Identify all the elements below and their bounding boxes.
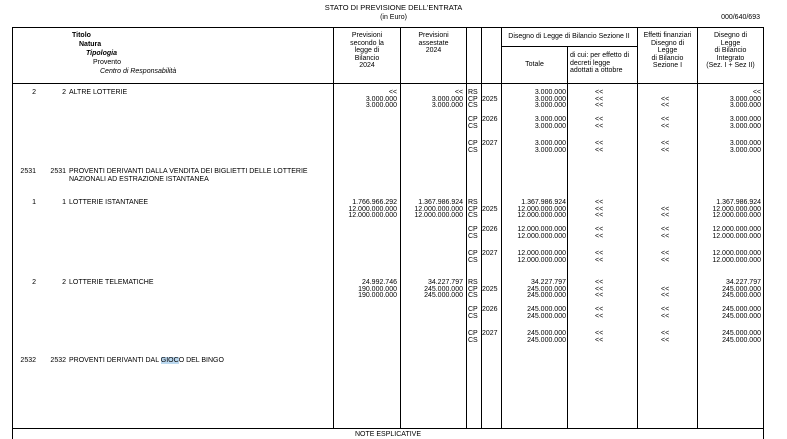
previsione-assestata-value: 3.000.000 xyxy=(431,95,463,103)
header-provento: Provento xyxy=(93,59,122,66)
previsione-assestata-value: 34.227.797 xyxy=(427,279,463,286)
totale-value: 245.000.000 xyxy=(527,336,566,344)
previsione-assestata-value: 245.000.000 xyxy=(424,285,463,293)
effetti-value: << xyxy=(661,140,670,147)
note-top-border xyxy=(12,428,764,429)
totale-value: 12.000.000.000 xyxy=(517,226,566,233)
effetti-value: << xyxy=(661,102,670,110)
integrato-value: << xyxy=(752,89,761,96)
row-title xyxy=(69,357,224,365)
header-disegno-group: Disegno di Legge di Bilancio Sezione II xyxy=(508,33,630,40)
row-kind: CS xyxy=(468,292,478,300)
totale-value: 3.000.000 xyxy=(534,122,566,130)
title-part: O DEL BINGO xyxy=(178,357,224,364)
di-cui-value: << xyxy=(595,140,604,147)
integrato-value: 3.000.000 xyxy=(729,95,761,103)
di-cui-value: << xyxy=(595,292,604,300)
integrato-value: 12.000.000.000 xyxy=(712,256,761,264)
integrato-value: 3.000.000 xyxy=(729,116,761,123)
integrato-value: 12.000.000.000 xyxy=(712,212,761,220)
di-cui-value: << xyxy=(595,89,604,96)
title-part: PROVENTI DERIVANTI DAL xyxy=(69,357,161,364)
row-kind: CS xyxy=(468,312,478,320)
table-right-border xyxy=(763,27,764,439)
selected-text: GIOC xyxy=(160,357,179,364)
document-code: 000/640/693 xyxy=(721,14,760,21)
year-label: 2027 xyxy=(482,330,498,337)
row-kind: CP xyxy=(468,140,478,147)
previsione-assestata-value: 12.000.000.000 xyxy=(414,212,463,220)
di-cui-value: << xyxy=(595,279,604,286)
row-kind: RS xyxy=(468,199,478,206)
year-label: 2027 xyxy=(482,250,498,257)
year-label: 2026 xyxy=(482,116,498,123)
di-cui-value: << xyxy=(595,285,604,293)
row-code: 2531 xyxy=(50,168,66,175)
effetti-value: << xyxy=(661,95,670,103)
row-kind: RS xyxy=(468,279,478,286)
effetti-value: << xyxy=(661,122,670,130)
previsione-legge-value: 24.992.746 xyxy=(361,279,397,286)
effetti-value: << xyxy=(661,205,670,213)
row-title: LOTTERIE ISTANTANEE xyxy=(69,199,149,206)
totale-value: 3.000.000 xyxy=(534,102,566,110)
row-kind: CS xyxy=(468,212,478,220)
row-kind: CP xyxy=(468,205,478,213)
row-title: LOTTERIE TELEMATICHE xyxy=(69,279,154,286)
row-kind: CP xyxy=(468,285,478,293)
row-code: 2 xyxy=(32,89,36,96)
di-cui-value: << xyxy=(595,232,604,240)
integrato-value: 245.000.000 xyxy=(722,306,761,313)
row-code: 1 xyxy=(32,199,36,206)
integrato-value: 3.000.000 xyxy=(729,102,761,110)
effetti-value: << xyxy=(661,212,670,220)
totale-value: 245.000.000 xyxy=(527,306,566,313)
di-cui-value: << xyxy=(595,146,604,154)
totale-value: 34.227.797 xyxy=(530,279,566,286)
header-integrato: Disegno di Legge di Bilancio Integrato (Sez. I + Sez II) xyxy=(706,32,755,69)
row-kind: CS xyxy=(468,232,478,240)
integrato-value: 12.000.000.000 xyxy=(712,205,761,213)
row-title: NAZIONALI AD ESTRAZIONE ISTANTANEA xyxy=(69,176,209,183)
totale-value: 12.000.000.000 xyxy=(517,205,566,213)
effetti-value: << xyxy=(661,292,670,300)
integrato-value: 3.000.000 xyxy=(729,122,761,130)
table-header-bottom-border xyxy=(12,83,764,84)
totale-value: 3.000.000 xyxy=(534,116,566,123)
totale-value: 245.000.000 xyxy=(527,330,566,337)
row-title: PROVENTI DERIVANTI DALLA VENDITA DEI BIGLIETTI DELLE LOTTERIE xyxy=(69,168,308,175)
row-kind: CP xyxy=(468,226,478,233)
integrato-value: 245.000.000 xyxy=(722,336,761,344)
di-cui-value: << xyxy=(595,226,604,233)
integrato-value: 12.000.000.000 xyxy=(712,250,761,257)
row-kind: RS xyxy=(468,89,478,96)
header-natura: Natura xyxy=(79,41,102,48)
note-esplicative: NOTE ESPLICATIVE xyxy=(355,431,421,438)
di-cui-value: << xyxy=(595,336,604,344)
effetti-value: << xyxy=(661,116,670,123)
effetti-value: << xyxy=(661,232,670,240)
row-kind: CP xyxy=(468,306,478,313)
year-label: 2025 xyxy=(482,95,498,103)
year-label: 2026 xyxy=(482,226,498,233)
totale-value: 3.000.000 xyxy=(534,140,566,147)
effetti-value: << xyxy=(661,306,670,313)
previsione-legge-value: 12.000.000.000 xyxy=(348,212,397,220)
row-kind: CS xyxy=(468,146,478,154)
di-cui-value: << xyxy=(595,330,604,337)
di-cui-value: << xyxy=(595,116,604,123)
previsione-legge-value: 3.000.000 xyxy=(365,102,397,110)
effetti-value: << xyxy=(661,330,670,337)
row-kind: CS xyxy=(468,122,478,130)
previsione-assestata-value: 12.000.000.000 xyxy=(414,205,463,213)
year-label: 2027 xyxy=(482,140,498,147)
di-cui-value: << xyxy=(595,306,604,313)
col-divider xyxy=(400,27,401,428)
disegno-group-underline xyxy=(501,46,637,47)
row-kind: CS xyxy=(468,256,478,264)
integrato-value: 12.000.000.000 xyxy=(712,226,761,233)
di-cui-value: << xyxy=(595,102,604,110)
col-divider xyxy=(333,27,334,428)
totale-value: 3.000.000 xyxy=(534,146,566,154)
col-divider xyxy=(567,46,568,428)
previsione-assestata-value: 1.367.986.924 xyxy=(418,199,463,206)
col-divider xyxy=(637,27,638,428)
document-subtitle: (in Euro) xyxy=(380,14,407,21)
integrato-value: 12.000.000.000 xyxy=(712,232,761,240)
year-label: 2026 xyxy=(482,306,498,313)
di-cui-value: << xyxy=(595,95,604,103)
row-kind: CP xyxy=(468,250,478,257)
previsione-legge-value: 190.000.000 xyxy=(358,292,397,300)
header-tipologia: Tipologia xyxy=(86,50,117,57)
integrato-value: 245.000.000 xyxy=(722,312,761,320)
di-cui-value: << xyxy=(595,212,604,220)
totale-value: 245.000.000 xyxy=(527,285,566,293)
integrato-value: 3.000.000 xyxy=(729,140,761,147)
header-previsioni-legge: Previsioni secondo la legge di Bilancio 2024 xyxy=(350,32,384,69)
integrato-value: 34.227.797 xyxy=(725,279,761,286)
integrato-value: 1.367.986.924 xyxy=(716,199,761,206)
year-label: 2025 xyxy=(482,285,498,293)
totale-value: 1.367.986.924 xyxy=(521,199,566,206)
row-code: 1 xyxy=(62,199,66,206)
header-totale: Totale xyxy=(525,61,544,68)
integrato-value: 245.000.000 xyxy=(722,285,761,293)
effetti-value: << xyxy=(661,336,670,344)
header-di-cui: di cui: per effetto di decreti legge adottati a ottobre xyxy=(570,52,630,74)
totale-value: 12.000.000.000 xyxy=(517,212,566,220)
previsione-legge-value: 12.000.000.000 xyxy=(348,205,397,213)
di-cui-value: << xyxy=(595,205,604,213)
row-kind: CS xyxy=(468,102,478,110)
row-code: 2 xyxy=(62,279,66,286)
previsione-legge-value: 3.000.000 xyxy=(365,95,397,103)
row-kind: CP xyxy=(468,116,478,123)
di-cui-value: << xyxy=(595,256,604,264)
previsione-legge-value: 1.766.966.292 xyxy=(352,199,397,206)
previsione-legge-value: 190.000.000 xyxy=(358,285,397,293)
row-title: ALTRE LOTTERIE xyxy=(69,89,128,96)
totale-value: 245.000.000 xyxy=(527,292,566,300)
row-code: 2531 xyxy=(20,168,36,175)
effetti-value: << xyxy=(661,285,670,293)
effetti-value: << xyxy=(661,312,670,320)
totale-value: 12.000.000.000 xyxy=(517,250,566,257)
effetti-value: << xyxy=(661,256,670,264)
effetti-value: << xyxy=(661,146,670,154)
table-top-border xyxy=(12,27,764,28)
effetti-value: << xyxy=(661,226,670,233)
header-centro: Centro di Responsabilità xyxy=(100,68,177,75)
integrato-value: 245.000.000 xyxy=(722,330,761,337)
col-divider xyxy=(466,27,467,428)
totale-value: 245.000.000 xyxy=(527,312,566,320)
effetti-value: << xyxy=(661,250,670,257)
previsione-assestata-value: << xyxy=(454,89,463,96)
di-cui-value: << xyxy=(595,199,604,206)
row-code: 2 xyxy=(32,279,36,286)
di-cui-value: << xyxy=(595,312,604,320)
previsione-assestata-value: 3.000.000 xyxy=(431,102,463,110)
di-cui-value: << xyxy=(595,250,604,257)
year-label: 2025 xyxy=(482,205,498,213)
header-titolo: Titolo xyxy=(72,32,91,39)
previsione-assestata-value: 245.000.000 xyxy=(424,292,463,300)
di-cui-value: << xyxy=(595,122,604,130)
document-title: STATO DI PREVISIONE DELL'ENTRATA xyxy=(324,3,463,12)
row-code: 2532 xyxy=(50,357,66,364)
totale-value: 3.000.000 xyxy=(534,95,566,103)
row-code: 2532 xyxy=(20,357,36,364)
header-previsioni-assestate: Previsioni assestate 2024 xyxy=(418,32,449,54)
row-kind: CS xyxy=(468,336,478,344)
row-kind: CP xyxy=(468,330,478,337)
row-kind: CP xyxy=(468,95,478,103)
row-code: 2 xyxy=(62,89,66,96)
integrato-value: 3.000.000 xyxy=(729,146,761,154)
integrato-value: 245.000.000 xyxy=(722,292,761,300)
totale-value: 12.000.000.000 xyxy=(517,232,566,240)
totale-value: 3.000.000 xyxy=(534,89,566,96)
header-effetti: Effetti finanziari Disegno di Legge di Bilancio Sezione I xyxy=(643,32,692,69)
totale-value: 12.000.000.000 xyxy=(517,256,566,264)
previsione-legge-value: << xyxy=(388,89,397,96)
